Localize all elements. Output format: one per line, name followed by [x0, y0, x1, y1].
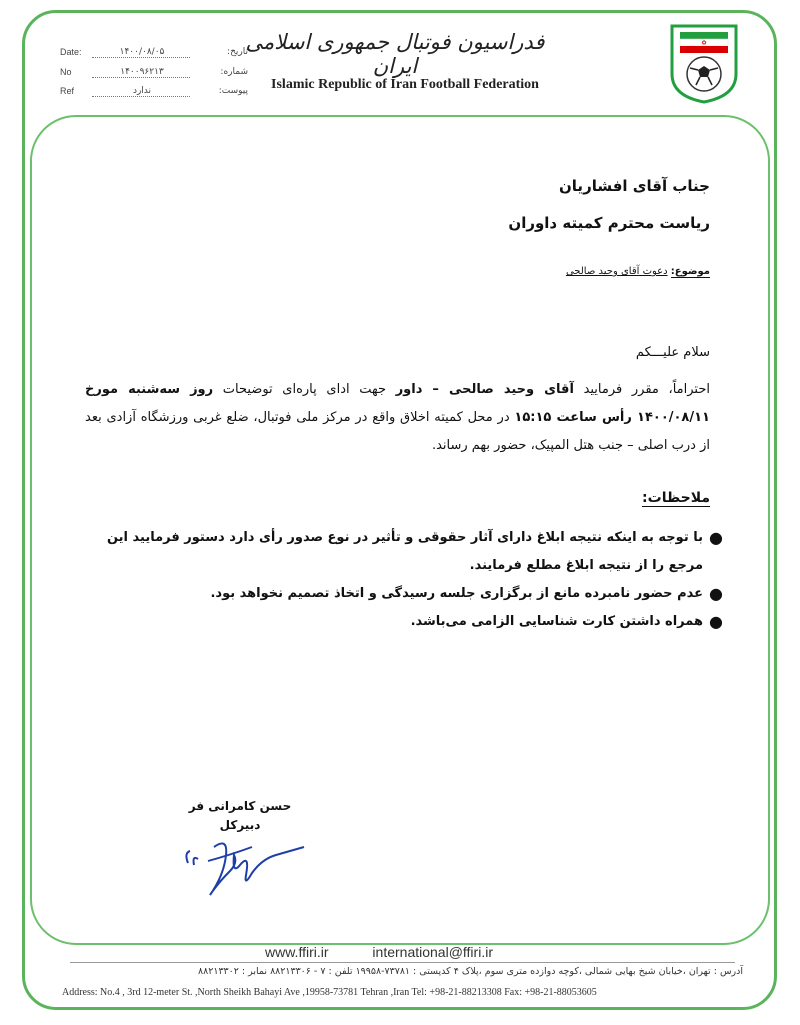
notes-title: ملاحظات:	[642, 490, 710, 506]
meta-ref	[60, 86, 250, 100]
date-line	[92, 57, 190, 58]
ref-label-fa: پیوست:	[218, 86, 248, 96]
federation-title-fa: فدراسیون فوتبال جمهوری اسلامی ایران	[245, 30, 545, 78]
date-value: ۱۴۰۰/۰۸/۰۵	[119, 47, 165, 57]
number-line	[92, 77, 190, 78]
footer-address-fa: آدرس : تهران ،خیابان شیخ بهایی شمالی ،کوچه دوازده متری سوم ،پلاک ۴ کدپستی : ۷۳۷۸۱-۱۹۹۵۸ تلفن : ۷ - ۸۸۲۱۳۳۰۶ نمابر : ۸۸۲۱۳۳۰۲	[198, 966, 743, 977]
body-text-1: احتراماً، مقرر فرمایید	[583, 382, 710, 397]
footer-website[interactable]: www.ffiri.ir	[265, 944, 329, 960]
body-date-time: روز سه‌شنبه مورخ ۱۴۰۰/۰۸/۱۱ رأس ساعت ۱۵:۱۵	[85, 382, 710, 425]
list-item	[85, 608, 725, 636]
subject-line	[566, 266, 710, 277]
ref-value: ندارد	[132, 86, 152, 96]
ref-label-en: Ref	[60, 86, 75, 96]
footer-email[interactable]: international@ffiri.ir	[372, 944, 493, 960]
note-text: با توجه به اینکه نتیجه ابلاغ دارای آثار حقوقی و تأثیر در نوع صدور رأی دارد دستور فرمایید این مرجع را از نتیجه ابلاغ مطلع فرمایند.	[106, 530, 703, 573]
body-text-3: در محل کمیته اخلاق واقع در مرکز ملی فوتبال، ضلع غربی ورزشگاه آزادی بعد از درب اصلی – جنب هتل المپیک، حضور بهم رساند.	[85, 410, 710, 453]
body-text-2: جهت ادای پاره‌ای توضیحات	[222, 382, 387, 397]
addressee-name: جناب آقای افشاریان	[559, 177, 710, 195]
meta-number	[60, 67, 250, 81]
list-item	[85, 580, 725, 608]
note-text: همراه داشتن کارت شناسایی الزامی می‌باشد.	[410, 614, 703, 629]
note-text: عدم حضور نامبرده مانع از برگزاری جلسه رسیدگی و اتخاذ تصمیم نخواهد بود.	[210, 586, 703, 601]
footer-address-en: Address: No.4 , 3rd 12-meter St. ,North Sheikh Bahayi Ave ,19958-73781 Tehran ,Iran Tel: +98-21-88213308 Fax: +98-21-88053605	[62, 987, 597, 998]
signatory-name: حسن کامرانی فر	[188, 799, 292, 813]
federation-title-en: Islamic Republic of Iran Football Federation	[271, 77, 539, 92]
number-label-fa: شماره:	[220, 67, 248, 77]
addressee-title: ریاست محترم کمیته داوران	[508, 214, 710, 232]
bullet-icon: ●	[709, 528, 723, 547]
body-paragraph	[85, 376, 710, 460]
notes-list	[85, 524, 725, 636]
subject-text: دعوت آقای وحید صالحی	[565, 266, 668, 277]
list-item	[85, 524, 725, 580]
date-label-fa: تاریخ:	[227, 47, 248, 57]
number-value: ۱۴۰۰۹۶۲۱۳	[120, 67, 164, 77]
greeting: سلام علیـــکم	[635, 345, 710, 360]
svg-text:✿: ✿	[701, 39, 707, 47]
bullet-icon: ●	[709, 584, 723, 603]
subject-label: موضوع:	[670, 266, 710, 277]
handwritten-signature	[180, 825, 310, 910]
meta-date	[60, 47, 250, 61]
signatory-title: دبیرکل	[219, 818, 261, 832]
number-label-en: No	[60, 67, 72, 77]
body-referee-name: آقای وحید صالحی – داور	[395, 382, 574, 397]
footer-contacts	[265, 944, 533, 960]
footer-divider	[70, 962, 735, 963]
federation-logo-icon	[668, 22, 740, 104]
ref-line	[92, 96, 190, 97]
date-label-en: Date:	[60, 47, 82, 57]
bullet-icon: ●	[709, 612, 723, 631]
